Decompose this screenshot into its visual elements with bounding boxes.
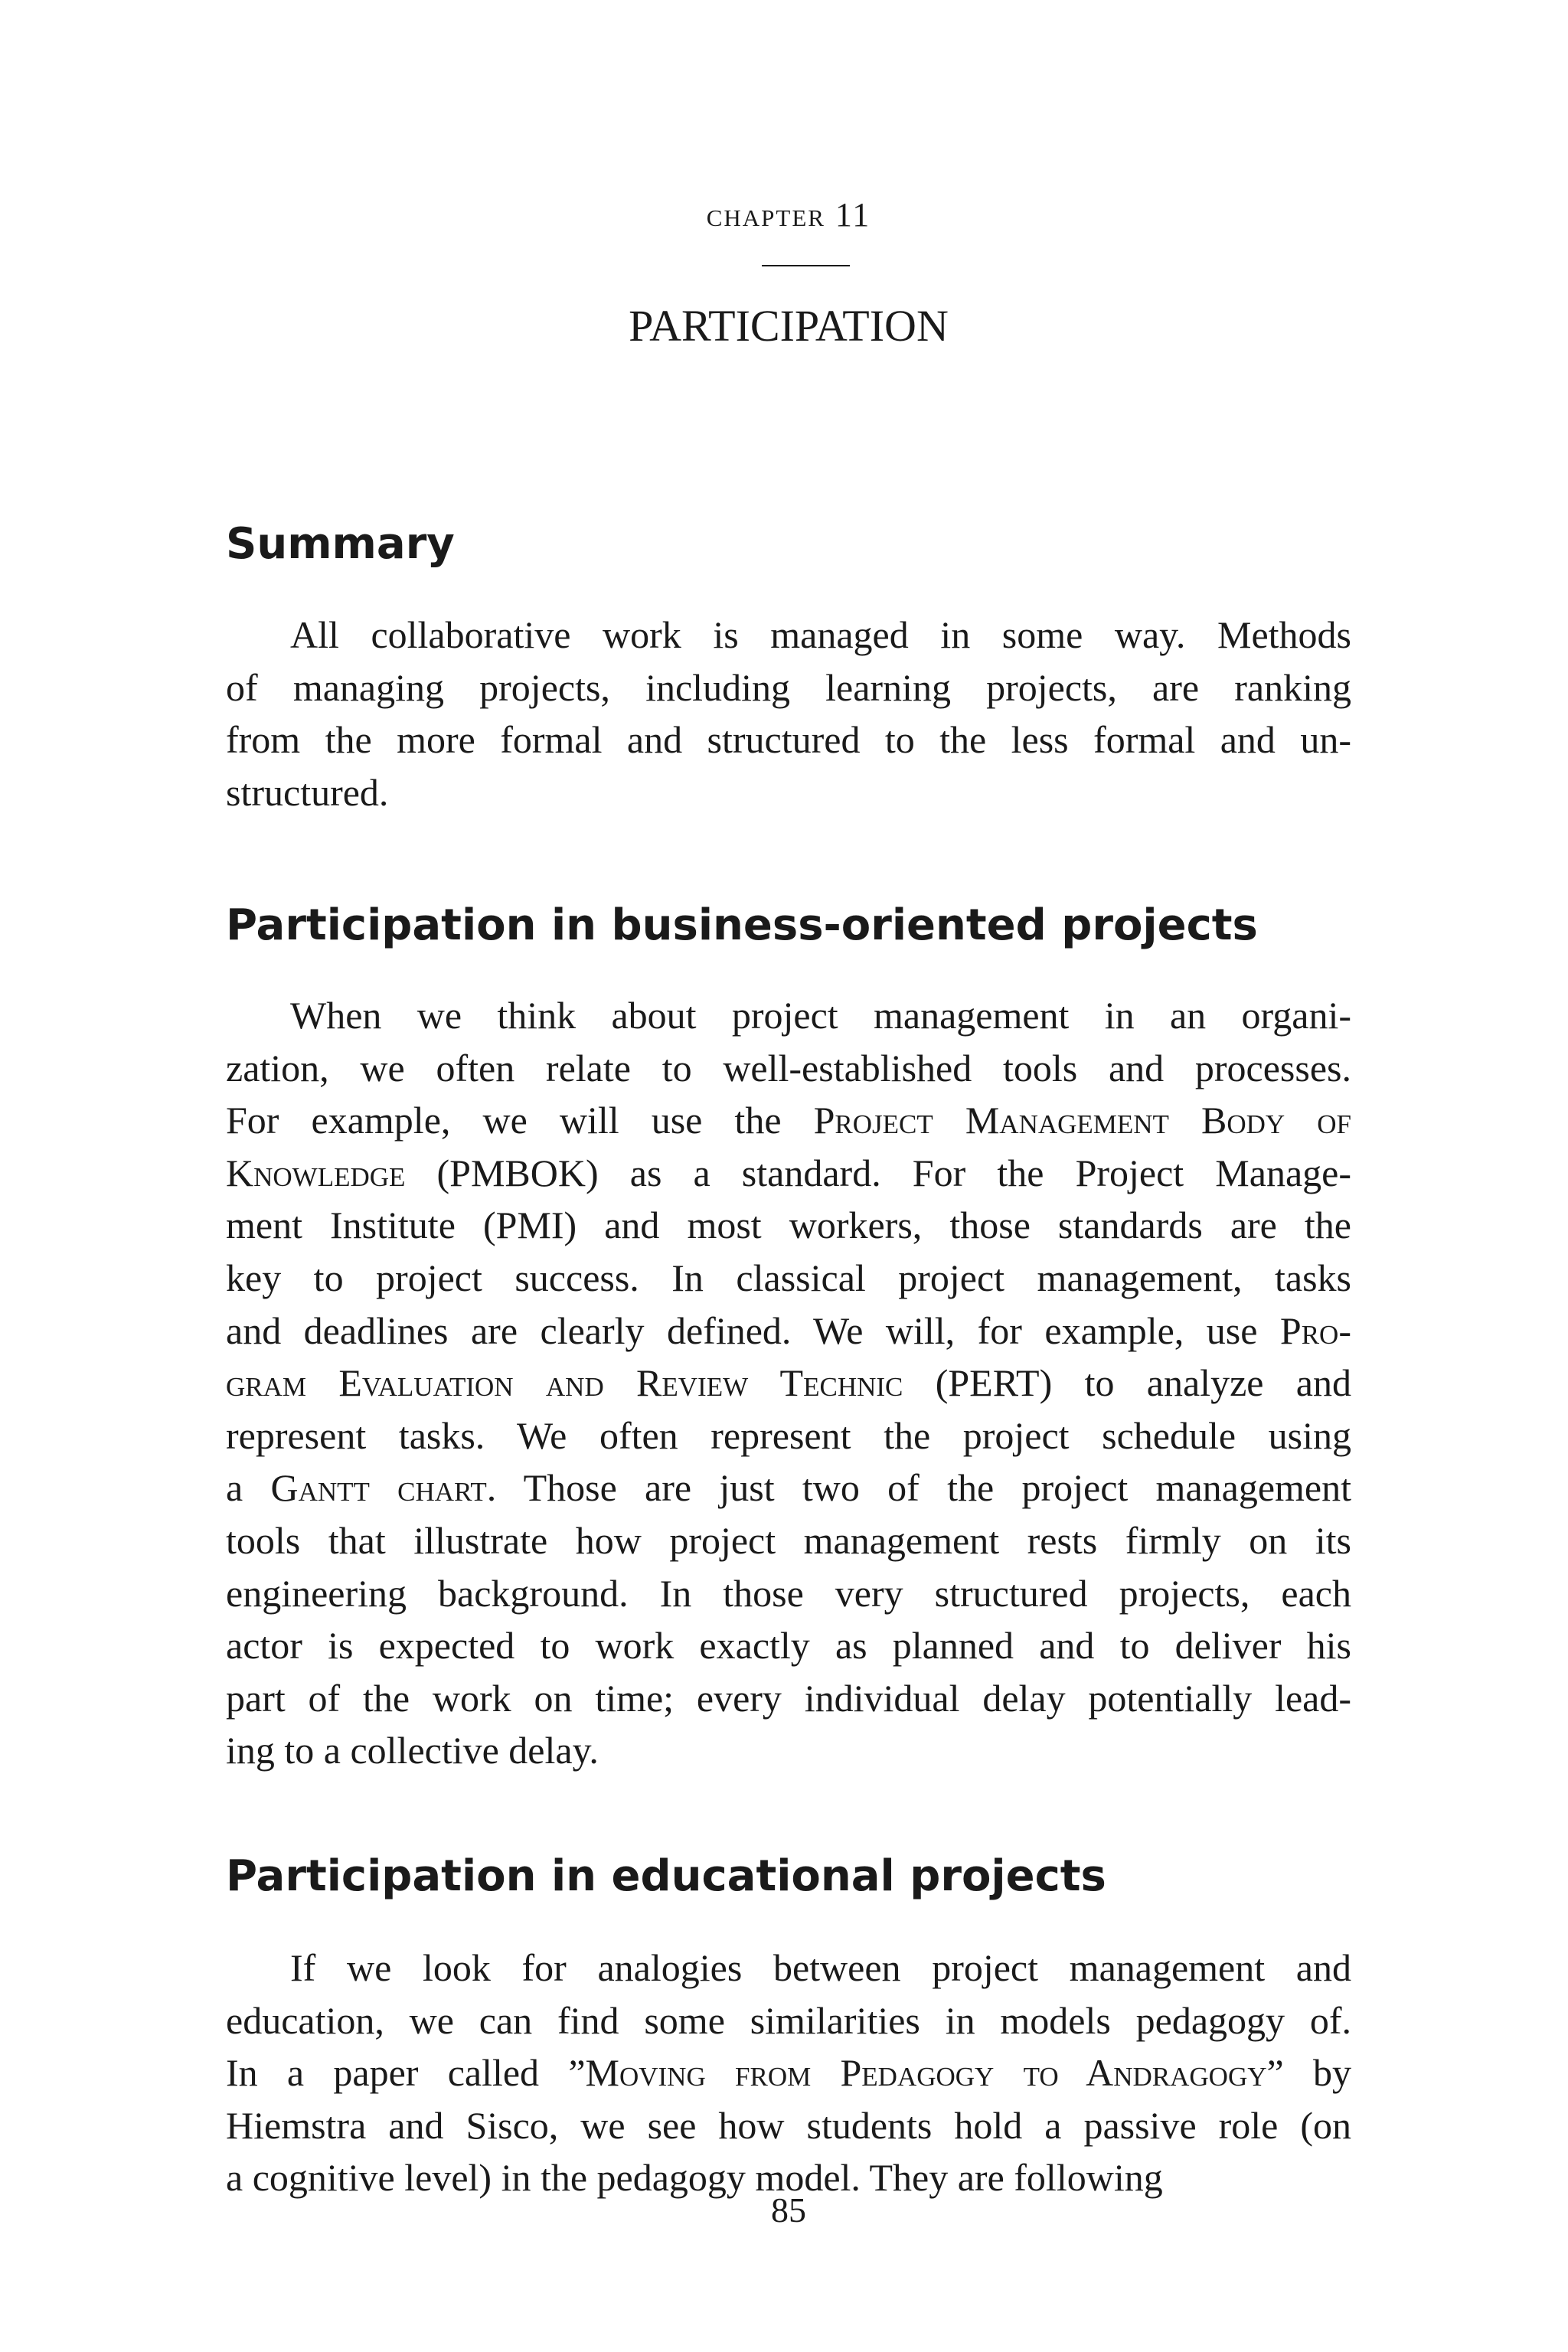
text-line — [226, 1042, 1351, 1095]
text-run: ing to a collective delay. — [226, 1729, 599, 1772]
text-run: represent tasks. We often represent the project schedule using — [226, 1413, 1351, 1457]
book-page — [226, 0, 1351, 2352]
text-line — [226, 1942, 1351, 1994]
text-line — [226, 609, 1351, 662]
small-caps-term: Moving from Pedagogy to Andragogy — [585, 2051, 1267, 2095]
text-run: a cognitive level) in the pedagogy model. They are following — [226, 2156, 1163, 2200]
text-run: tools that illustrate how project management rests firmly on its — [226, 1518, 1351, 1562]
text-line — [226, 989, 1351, 1042]
text-run: Hiemstra and Sisco, we see how students hold a passive role (on — [226, 2103, 1351, 2147]
text-line — [226, 714, 1351, 766]
text-line — [226, 1462, 1351, 1514]
text-run: engineering background. In those very structured projects, each — [226, 1571, 1351, 1615]
small-caps-term: gram Evaluation and Review Technic — [226, 1361, 903, 1405]
text-run: ment Institute (PMI) and most workers, those standards are the — [226, 1204, 1351, 1247]
text-run: . Those are just two of the project management — [486, 1466, 1352, 1510]
small-caps-term: Knowledge — [226, 1151, 406, 1194]
text-run: structured. — [226, 770, 389, 814]
text-line — [226, 1147, 1351, 1200]
text-run: (PERT) to analyze and — [903, 1361, 1351, 1405]
section-heading-summary: Summary — [226, 519, 455, 569]
small-caps-term: Pro- — [1279, 1308, 1351, 1352]
text-run: When we think about project management in an organi- — [290, 994, 1351, 1037]
text-line — [226, 766, 1351, 819]
text-line — [226, 1199, 1351, 1252]
page-number: 85 — [771, 2190, 806, 2230]
paragraph — [226, 989, 1351, 1777]
text-run: and deadlines are clearly defined. We will, for example, use — [226, 1308, 1280, 1352]
text-line — [226, 1305, 1351, 1357]
text-run: For example, we will use the — [226, 1099, 814, 1142]
text-run: from the more formal and structured to the less formal and un- — [226, 718, 1351, 762]
text-line — [226, 1094, 1351, 1147]
chapter-label: chapter 11 — [706, 196, 871, 234]
text-run: ” by — [1266, 2051, 1351, 2095]
text-line — [226, 1994, 1351, 2047]
text-run: zation, we often relate to well-established tools and processes. — [226, 1046, 1351, 1089]
text-line — [226, 1672, 1351, 1725]
text-run: All collaborative work is managed in some way. Methods — [290, 613, 1351, 656]
text-line — [226, 1357, 1351, 1410]
text-line — [226, 662, 1351, 714]
text-run: In a paper called ” — [226, 2051, 586, 2095]
paragraph — [226, 1942, 1351, 2204]
text-run: actor is expected to work exactly as planned and to deliver his — [226, 1624, 1351, 1668]
text-run: a — [226, 1466, 271, 1510]
text-line — [226, 1567, 1351, 1620]
paragraph — [226, 609, 1351, 818]
text-line — [226, 2099, 1351, 2152]
text-run: key to project success. In classical project management, tasks — [226, 1256, 1351, 1299]
section-heading-educational-projects: Participation in educational projects — [226, 1851, 1106, 1901]
text-run: If we look for analogies between project management and — [290, 1946, 1351, 1989]
text-run: of managing projects, including learning projects, are ranking — [226, 665, 1351, 709]
text-line — [226, 1514, 1351, 1567]
section-heading-business-projects: Participation in business-oriented projects — [226, 900, 1258, 950]
text-run: education, we can find some similarities in models pedagogy of. — [226, 1998, 1351, 2042]
text-line — [226, 1724, 1351, 1777]
chapter-title: PARTICIPATION — [629, 301, 949, 351]
text-line — [226, 1410, 1351, 1462]
chapter-rule — [762, 265, 850, 266]
text-line — [226, 1619, 1351, 1672]
text-line — [226, 2047, 1351, 2099]
text-run: part of the work on time; every individual delay potentially lead- — [226, 1676, 1351, 1720]
text-run: (PMBOK) as a standard. For the Project Manage- — [405, 1151, 1351, 1194]
small-caps-term: Gantt chart — [270, 1466, 487, 1510]
text-line — [226, 1252, 1351, 1305]
small-caps-term: Project Management Body of — [813, 1099, 1352, 1142]
